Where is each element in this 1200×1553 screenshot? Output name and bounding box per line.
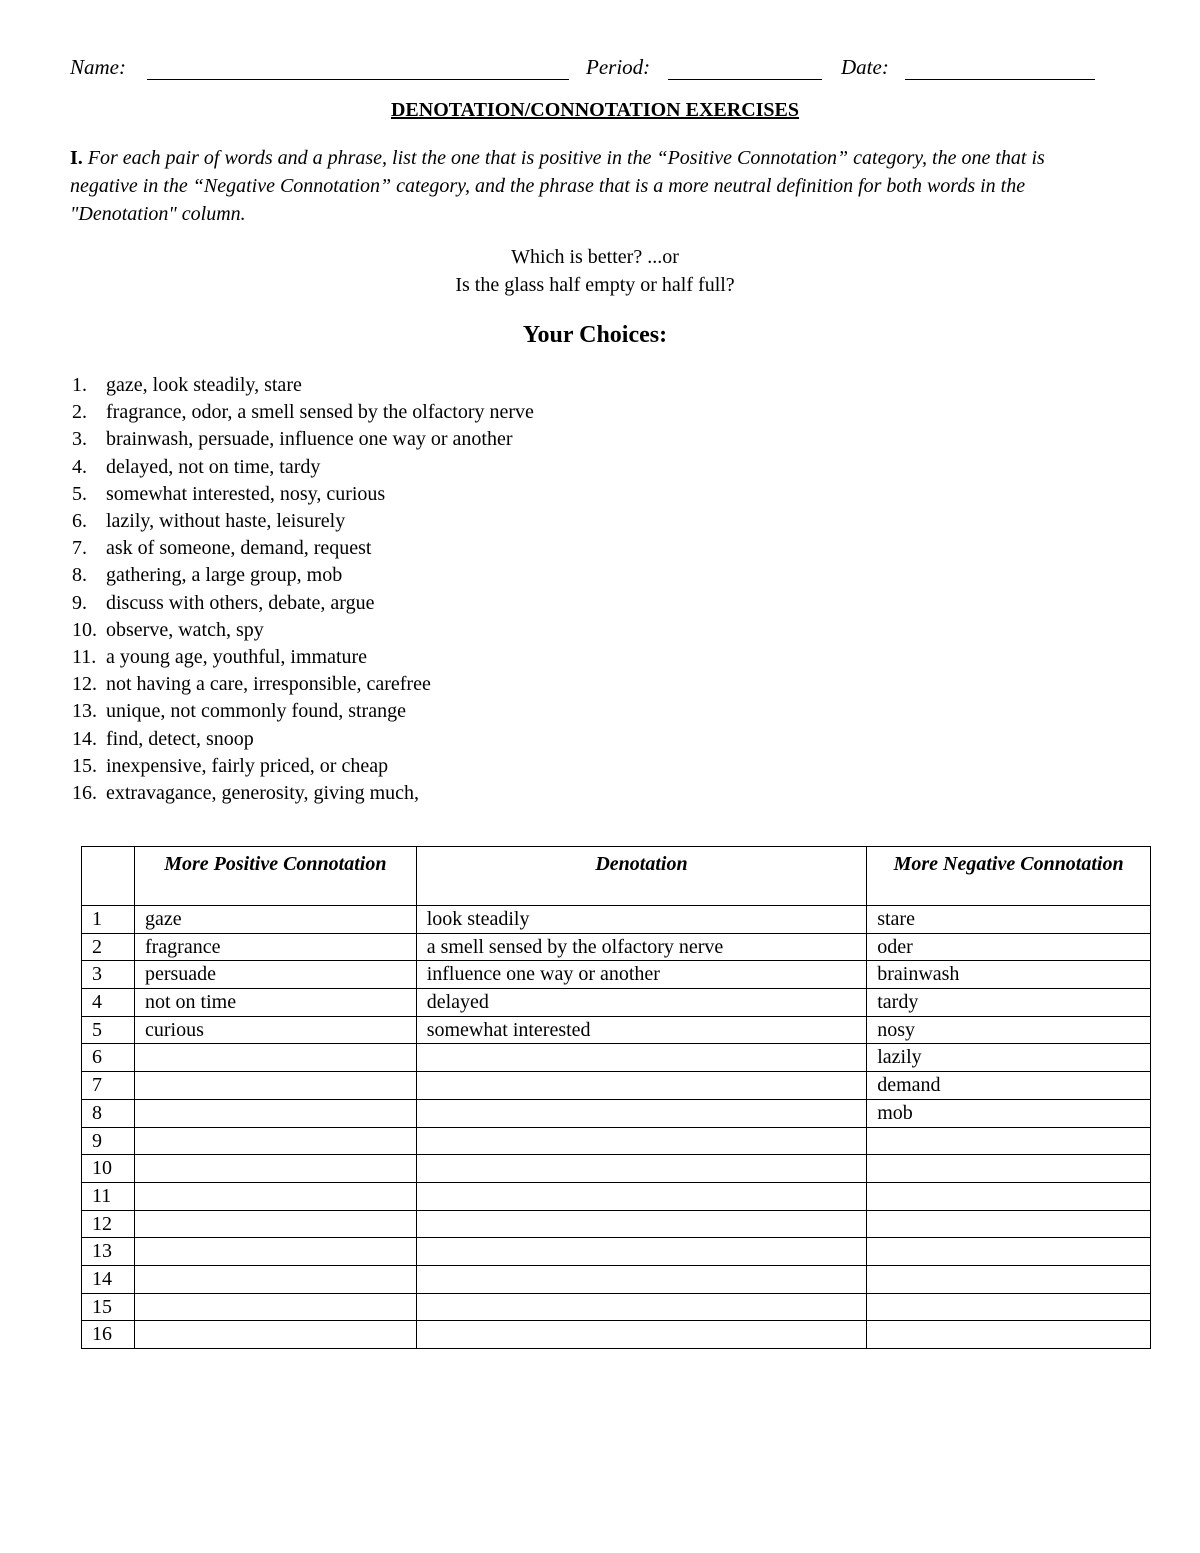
choice-text: gaze, look steadily, stare bbox=[106, 374, 302, 396]
choice-text: brainwash, persuade, influence one way or another bbox=[106, 428, 513, 451]
row-number-cell: 4 bbox=[82, 989, 135, 1017]
quote-line-1: Which is better? ...or bbox=[511, 246, 679, 268]
negative-cell[interactable]: oder bbox=[867, 933, 1151, 961]
choice-text: not having a care, irresponsible, carefree bbox=[106, 673, 431, 696]
positive-cell[interactable] bbox=[134, 1044, 416, 1072]
choice-number: 13. bbox=[72, 700, 97, 723]
table-row bbox=[82, 1238, 1151, 1266]
choice-item bbox=[72, 671, 972, 698]
choice-text: gathering, a large group, mob bbox=[106, 564, 343, 587]
choice-number: 4. bbox=[72, 455, 87, 478]
choice-item bbox=[72, 399, 972, 426]
table-row bbox=[82, 1072, 1151, 1100]
positive-cell[interactable] bbox=[134, 1099, 416, 1127]
table-row bbox=[82, 1155, 1151, 1183]
denotation-cell[interactable] bbox=[416, 1155, 867, 1183]
name-blank[interactable] bbox=[147, 79, 569, 80]
row-number-cell: 5 bbox=[82, 1016, 135, 1044]
table-row bbox=[82, 1099, 1151, 1127]
choice-number: 12. bbox=[72, 673, 97, 696]
table-body bbox=[82, 906, 1151, 1349]
table-row bbox=[82, 1016, 1151, 1044]
choice-item bbox=[72, 590, 972, 617]
denotation-cell[interactable] bbox=[416, 1293, 867, 1321]
choice-number: 16. bbox=[72, 782, 97, 805]
instructions bbox=[70, 144, 1110, 228]
choice-number: 14. bbox=[72, 727, 97, 750]
row-number-cell: 8 bbox=[82, 1099, 135, 1127]
choice-text: discuss with others, debate, argue bbox=[106, 591, 375, 614]
header-negative: More Negative Connotation bbox=[867, 847, 1151, 906]
choice-text: unique, not commonly found, strange bbox=[106, 700, 406, 723]
name-label: Name: bbox=[70, 55, 126, 79]
choice-text: fragrance, odor, a smell sensed by the olfactory nerve bbox=[106, 401, 534, 424]
row-number-cell: 12 bbox=[82, 1210, 135, 1238]
choice-number: 7. bbox=[72, 537, 87, 560]
denotation-cell[interactable]: delayed bbox=[416, 989, 867, 1017]
denotation-cell[interactable]: look steadily bbox=[416, 906, 867, 934]
page-title: DENOTATION/CONNOTATION EXERCISES bbox=[390, 99, 800, 121]
denotation-cell[interactable] bbox=[416, 1044, 867, 1072]
positive-cell[interactable] bbox=[134, 1238, 416, 1266]
positive-cell[interactable] bbox=[134, 1321, 416, 1349]
positive-cell[interactable] bbox=[134, 1293, 416, 1321]
choice-number: 15. bbox=[72, 754, 97, 777]
table-row bbox=[82, 1321, 1151, 1349]
table-header-row bbox=[82, 847, 1151, 906]
choice-item bbox=[72, 454, 972, 481]
denotation-cell[interactable]: a smell sensed by the olfactory nerve bbox=[416, 933, 867, 961]
choice-text: find, detect, snoop bbox=[106, 727, 254, 750]
table-row bbox=[82, 961, 1151, 989]
table-row bbox=[82, 906, 1151, 934]
choice-text: somewhat interested, nosy, curious bbox=[106, 482, 386, 505]
negative-cell[interactable] bbox=[867, 1265, 1151, 1293]
row-number-cell: 1 bbox=[82, 906, 135, 934]
row-number-cell: 7 bbox=[82, 1072, 135, 1100]
choice-number: 10. bbox=[72, 618, 97, 641]
positive-cell[interactable] bbox=[134, 1265, 416, 1293]
row-number-cell: 15 bbox=[82, 1293, 135, 1321]
choice-text: ask of someone, demand, request bbox=[106, 537, 372, 560]
row-number-cell: 13 bbox=[82, 1238, 135, 1266]
row-number-cell: 2 bbox=[82, 933, 135, 961]
negative-cell[interactable]: lazily bbox=[867, 1044, 1151, 1072]
choice-item bbox=[72, 698, 972, 725]
positive-cell[interactable]: not on time bbox=[134, 989, 416, 1017]
table-row bbox=[82, 1044, 1151, 1072]
choice-number: 5. bbox=[72, 482, 87, 505]
instructions-text: For each pair of words and a phrase, list the one that is positive in the “Positive Connotation” category, the one that is negative in the “Negative Connotation” category, and the phrase that is a more neutral definition for both words in the "Denotation" column. bbox=[70, 147, 1045, 225]
table-row bbox=[82, 989, 1151, 1017]
table-row bbox=[82, 1127, 1151, 1155]
choice-item bbox=[72, 372, 972, 399]
choices-list bbox=[72, 372, 972, 807]
table-row bbox=[82, 1182, 1151, 1210]
negative-cell[interactable]: nosy bbox=[867, 1016, 1151, 1044]
table-row bbox=[82, 1210, 1151, 1238]
period-label: Period: bbox=[586, 55, 651, 79]
negative-cell[interactable]: stare bbox=[867, 906, 1151, 934]
positive-cell[interactable]: gaze bbox=[134, 906, 416, 934]
table-row bbox=[82, 1265, 1151, 1293]
row-number-cell: 10 bbox=[82, 1155, 135, 1183]
row-number-cell: 6 bbox=[82, 1044, 135, 1072]
choice-text: lazily, without haste, leisurely bbox=[106, 510, 346, 533]
positive-cell[interactable] bbox=[134, 1072, 416, 1100]
denotation-cell[interactable] bbox=[416, 1099, 867, 1127]
negative-cell[interactable] bbox=[867, 1155, 1151, 1183]
negative-cell[interactable] bbox=[867, 1321, 1151, 1349]
denotation-cell[interactable] bbox=[416, 1321, 867, 1349]
period-blank[interactable] bbox=[668, 79, 822, 80]
choice-text: delayed, not on time, tardy bbox=[106, 455, 321, 478]
positive-cell[interactable]: fragrance bbox=[134, 933, 416, 961]
denotation-cell[interactable] bbox=[416, 1127, 867, 1155]
positive-cell[interactable] bbox=[134, 1210, 416, 1238]
choice-item bbox=[72, 780, 972, 807]
table-row bbox=[82, 933, 1151, 961]
choice-text: extravagance, generosity, giving much, bbox=[106, 782, 420, 805]
negative-cell[interactable]: mob bbox=[867, 1099, 1151, 1127]
denotation-cell[interactable]: somewhat interested bbox=[416, 1016, 867, 1044]
choice-number: 6. bbox=[72, 510, 87, 533]
positive-cell[interactable] bbox=[134, 1155, 416, 1183]
choice-item bbox=[72, 644, 972, 671]
choice-item bbox=[72, 508, 972, 535]
choice-number: 11. bbox=[72, 646, 97, 669]
section-number: I. bbox=[70, 147, 83, 169]
choice-item bbox=[72, 562, 972, 589]
row-number-cell: 14 bbox=[82, 1265, 135, 1293]
denotation-cell[interactable] bbox=[416, 1265, 867, 1293]
table-row bbox=[82, 1293, 1151, 1321]
date-label: Date: bbox=[841, 55, 889, 79]
choice-number: 1. bbox=[72, 374, 87, 396]
negative-cell[interactable]: brainwash bbox=[867, 961, 1151, 989]
choice-item bbox=[72, 481, 972, 508]
choice-item bbox=[72, 753, 972, 780]
choice-number: 3. bbox=[72, 428, 87, 451]
quote bbox=[0, 243, 1190, 299]
row-number-cell: 11 bbox=[82, 1182, 135, 1210]
row-number-cell: 9 bbox=[82, 1127, 135, 1155]
row-number-cell: 3 bbox=[82, 961, 135, 989]
negative-cell[interactable]: demand bbox=[867, 1072, 1151, 1100]
choice-text: observe, watch, spy bbox=[106, 618, 264, 641]
choice-number: 8. bbox=[72, 564, 87, 587]
positive-cell[interactable] bbox=[134, 1182, 416, 1210]
choice-text: a young age, youthful, immature bbox=[106, 646, 368, 669]
header-number bbox=[82, 847, 135, 906]
negative-cell[interactable] bbox=[867, 1293, 1151, 1321]
denotation-cell[interactable] bbox=[416, 1072, 867, 1100]
choice-item bbox=[72, 617, 972, 644]
quote-line-2: Is the glass half empty or half full? bbox=[455, 274, 735, 296]
denotation-cell[interactable] bbox=[416, 1182, 867, 1210]
answer-table bbox=[81, 846, 1151, 1349]
choice-number: 9. bbox=[72, 591, 87, 614]
negative-cell[interactable]: tardy bbox=[867, 989, 1151, 1017]
choice-item bbox=[72, 535, 972, 562]
denotation-cell[interactable] bbox=[416, 1238, 867, 1266]
choice-number: 2. bbox=[72, 401, 87, 424]
date-blank[interactable] bbox=[905, 79, 1095, 80]
header-fields bbox=[70, 55, 1100, 85]
row-number-cell: 16 bbox=[82, 1321, 135, 1349]
negative-cell[interactable] bbox=[867, 1210, 1151, 1238]
choice-text: inexpensive, fairly priced, or cheap bbox=[106, 754, 389, 777]
denotation-cell[interactable] bbox=[416, 1210, 867, 1238]
denotation-cell[interactable]: influence one way or another bbox=[416, 961, 867, 989]
choice-item bbox=[72, 726, 972, 753]
negative-cell[interactable] bbox=[867, 1238, 1151, 1266]
header-positive: More Positive Connotation bbox=[134, 847, 416, 906]
positive-cell[interactable]: persuade bbox=[134, 961, 416, 989]
choice-item bbox=[72, 426, 972, 453]
positive-cell[interactable] bbox=[134, 1127, 416, 1155]
header-denotation: Denotation bbox=[416, 847, 867, 906]
negative-cell[interactable] bbox=[867, 1127, 1151, 1155]
negative-cell[interactable] bbox=[867, 1182, 1151, 1210]
choices-title: Your Choices: bbox=[522, 322, 668, 348]
positive-cell[interactable]: curious bbox=[134, 1016, 416, 1044]
